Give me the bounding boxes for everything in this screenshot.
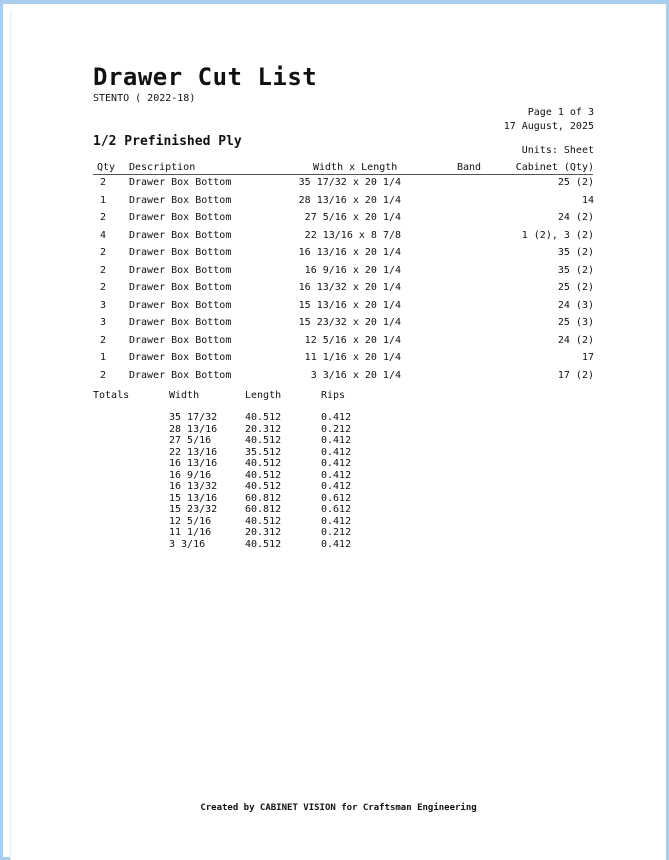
- row-qty: 3: [99, 299, 107, 311]
- row-cabinet: 14: [581, 194, 594, 206]
- table-row: [11, 317, 666, 334]
- table-row: [11, 230, 666, 247]
- row-description: Drawer Box Bottom: [129, 334, 232, 346]
- totals-rips-value: 0.412: [321, 469, 352, 481]
- table-row: [11, 300, 666, 317]
- row-description: Drawer Box Bottom: [129, 194, 232, 206]
- row-qty: 2: [99, 177, 107, 188]
- row-description: Drawer Box Bottom: [129, 317, 232, 328]
- row-description: Drawer Box Bottom: [129, 177, 232, 188]
- material-section-title: 1/2 Prefinished Ply: [93, 134, 242, 149]
- totals-rips-value: 0.412: [321, 446, 352, 458]
- totals-rips-value: 0.412: [321, 412, 352, 423]
- table-row: [11, 177, 666, 194]
- totals-length-value: 40.512: [245, 435, 282, 446]
- units-label: Units: Sheet: [521, 145, 594, 156]
- totals-rips-header: Rips: [321, 390, 346, 401]
- table-row: [11, 352, 666, 369]
- row-cabinet: 1 (2), 3 (2): [521, 229, 594, 241]
- row-qty: 2: [99, 369, 107, 381]
- row-description: Drawer Box Bottom: [129, 282, 232, 293]
- row-description: Drawer Box Bottom: [129, 299, 232, 311]
- totals-width-value: 3 3/16: [169, 538, 206, 550]
- row-description: Drawer Box Bottom: [129, 212, 232, 223]
- totals-rips-value: 0.612: [321, 492, 352, 504]
- totals-width-value: 11 1/16: [169, 527, 212, 538]
- row-qty: 3: [99, 317, 107, 328]
- row-size: 28 13/16 x 20 1/4: [298, 194, 401, 206]
- table-row: [11, 247, 666, 264]
- row-description: Drawer Box Bottom: [129, 247, 232, 258]
- row-cabinet: 17 (2): [557, 369, 594, 381]
- column-header-size: Width x Length: [313, 162, 398, 173]
- row-qty: 2: [99, 282, 107, 293]
- column-header-band: Band: [457, 162, 482, 173]
- totals-length-value: 40.512: [245, 469, 282, 481]
- row-cabinet: 25 (3): [557, 317, 594, 328]
- row-description: Drawer Box Bottom: [129, 264, 232, 276]
- row-size: 15 13/16 x 20 1/4: [298, 299, 401, 311]
- totals-width-value: 22 13/16: [169, 446, 218, 458]
- totals-rips-value: 0.412: [321, 435, 352, 446]
- table-row: [11, 195, 666, 212]
- row-size: 16 13/16 x 20 1/4: [298, 247, 401, 258]
- totals-width-value: 27 5/16: [169, 435, 212, 446]
- row-cabinet: 25 (2): [557, 282, 594, 293]
- totals-length-value: 40.512: [245, 481, 282, 492]
- header-rule: [93, 174, 593, 175]
- totals-width-header: Width: [169, 390, 200, 401]
- row-qty: 2: [99, 264, 107, 276]
- totals-rips-value: 0.412: [321, 458, 352, 469]
- totals-length-value: 20.312: [245, 527, 282, 538]
- table-row: [11, 282, 666, 299]
- row-cabinet: 24 (2): [557, 334, 594, 346]
- row-cabinet: 35 (2): [557, 264, 594, 276]
- totals-length-value: 40.512: [245, 538, 282, 550]
- row-qty: 2: [99, 212, 107, 223]
- totals-width-value: 35 17/32: [169, 412, 218, 423]
- row-description: Drawer Box Bottom: [129, 229, 232, 241]
- totals-length-value: 40.512: [245, 412, 282, 423]
- totals-width-value: 16 9/16: [169, 469, 212, 481]
- row-cabinet: 24 (2): [557, 212, 594, 223]
- report-date: 17 August, 2025: [503, 121, 594, 132]
- totals-length-value: 60.812: [245, 492, 282, 504]
- row-size: 15 23/32 x 20 1/4: [298, 317, 401, 328]
- column-header-cabinet: Cabinet (Qty): [515, 162, 594, 173]
- row-cabinet: 17: [581, 352, 594, 363]
- row-size: 16 13/32 x 20 1/4: [298, 282, 401, 293]
- row-description: Drawer Box Bottom: [129, 352, 232, 363]
- totals-width-value: 15 13/16: [169, 492, 218, 504]
- totals-length-column: [245, 412, 281, 550]
- totals-length-value: 60.812: [245, 504, 282, 515]
- totals-width-column: [169, 412, 217, 550]
- totals-width-value: 15 23/32: [169, 504, 218, 515]
- table-row: [11, 212, 666, 229]
- totals-rips-value: 0.412: [321, 515, 352, 527]
- totals-rips-value: 0.612: [321, 504, 352, 515]
- column-header-qty: Qty: [97, 162, 116, 173]
- row-size: 27 5/16 x 20 1/4: [304, 212, 401, 223]
- column-header-description: Description: [129, 162, 196, 173]
- row-qty: 1: [99, 194, 107, 206]
- totals-length-value: 40.512: [245, 515, 282, 527]
- row-cabinet: 25 (2): [557, 177, 594, 188]
- totals-rips-value: 0.412: [321, 481, 352, 492]
- totals-width-value: 16 13/32: [169, 481, 218, 492]
- table-row: [11, 335, 666, 352]
- row-size: 16 9/16 x 20 1/4: [304, 264, 401, 276]
- row-size: 22 13/16 x 8 7/8: [304, 229, 401, 241]
- report-footer: Created by CABINET VISION for Craftsman Engineering: [200, 803, 477, 813]
- totals-length-header: Length: [245, 390, 282, 401]
- report-title: Drawer Cut List: [93, 63, 318, 91]
- totals-length-value: 40.512: [245, 458, 282, 469]
- totals-rips-value: 0.212: [321, 527, 352, 538]
- row-description: Drawer Box Bottom: [129, 369, 232, 381]
- row-cabinet: 24 (3): [557, 299, 594, 311]
- totals-width-value: 28 13/16: [169, 423, 218, 435]
- totals-width-value: 16 13/16: [169, 458, 218, 469]
- row-qty: 2: [99, 247, 107, 258]
- page-number: Page 1 of 3: [527, 107, 594, 118]
- row-cabinet: 35 (2): [557, 247, 594, 258]
- totals-rips-value: 0.212: [321, 423, 352, 435]
- table-row: [11, 370, 666, 387]
- job-name: STENTO ( 2022-18): [93, 93, 196, 104]
- report-page: [10, 11, 666, 860]
- totals-rips-value: 0.412: [321, 538, 352, 550]
- row-qty: 1: [99, 352, 107, 363]
- totals-label: Totals: [93, 390, 130, 401]
- totals-length-value: 35.512: [245, 446, 282, 458]
- row-qty: 4: [99, 229, 107, 241]
- row-size: 12 5/16 x 20 1/4: [304, 334, 401, 346]
- totals-length-value: 20.312: [245, 423, 282, 435]
- row-qty: 2: [99, 334, 107, 346]
- totals-width-value: 12 5/16: [169, 515, 212, 527]
- row-size: 3 3/16 x 20 1/4: [310, 369, 401, 381]
- totals-rips-column: [321, 412, 351, 550]
- table-row: [11, 265, 666, 282]
- row-size: 11 1/16 x 20 1/4: [304, 352, 401, 363]
- row-size: 35 17/32 x 20 1/4: [298, 177, 401, 188]
